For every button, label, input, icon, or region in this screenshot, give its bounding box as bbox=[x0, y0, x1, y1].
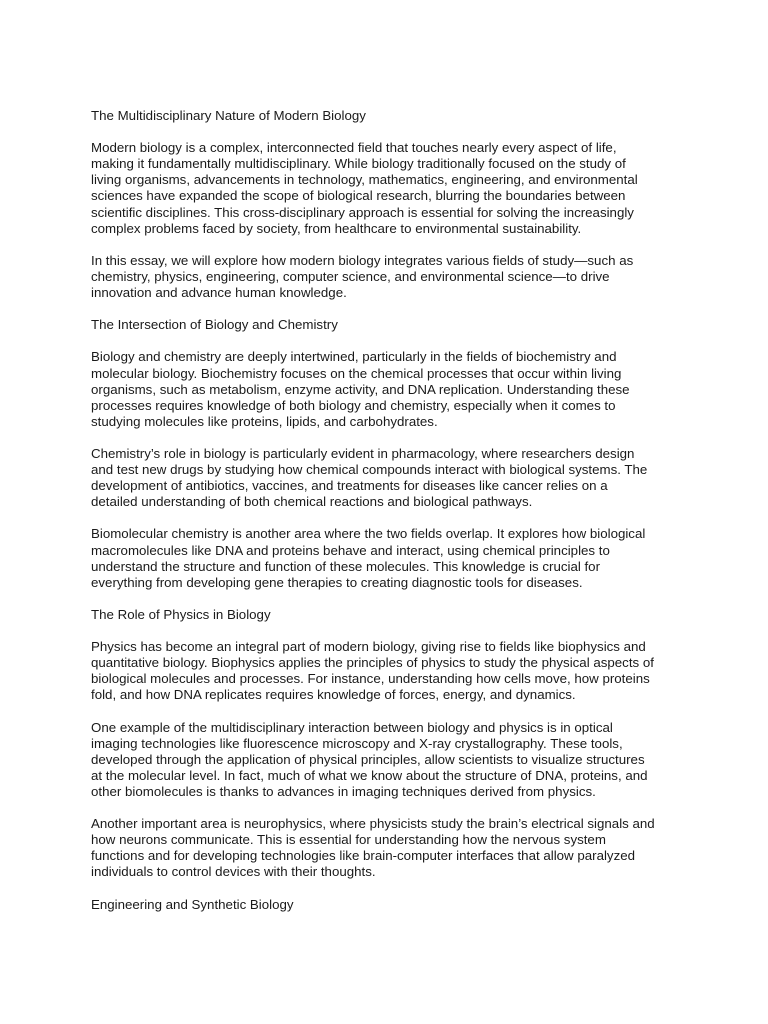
paragraph-biophysics bbox=[91, 639, 691, 703]
text-line: macromolecules like DNA and proteins behave and interact, using chemical principles to bbox=[91, 542, 610, 558]
text-line: individuals to control devices with their thoughts. bbox=[91, 864, 376, 880]
paragraph-intro bbox=[91, 140, 691, 237]
text-line: Chemistry’s role in biology is particularly evident in pharmacology, where researchers design bbox=[91, 445, 635, 461]
text-line: development of antibiotics, vaccines, and treatments for diseases like cancer relies on a bbox=[91, 478, 608, 494]
text-line: developed through the application of physical principles, allow scientists to visualize structures bbox=[91, 751, 645, 767]
heading-text: The Role of Physics in Biology bbox=[91, 606, 271, 622]
text-line: chemistry, physics, engineering, computer science, and environmental science—to drive bbox=[91, 268, 610, 284]
section-heading-engineering bbox=[91, 897, 691, 913]
paragraph-optical-imaging bbox=[91, 720, 691, 800]
text-line: processes requires knowledge of both biology and chemistry, especially when it comes to bbox=[91, 397, 616, 413]
text-line: understand the structure and function of these molecules. This knowledge is crucial for bbox=[91, 558, 601, 574]
document-body bbox=[91, 108, 691, 929]
text-line: Another important area is neurophysics, where physicists study the brain’s electrical signals and bbox=[91, 816, 655, 832]
paragraph-biomolecular-chemistry bbox=[91, 526, 691, 590]
text-line: One example of the multidisciplinary interaction between biology and physics is in optical bbox=[91, 719, 613, 735]
section-heading-physics bbox=[91, 607, 691, 623]
text-line: fold, and how DNA replicates requires knowledge of forces, energy, and dynamics. bbox=[91, 687, 576, 703]
text-line: quantitative biology. Biophysics applies the principles of physics to study the physical aspects of bbox=[91, 655, 654, 671]
paragraph-biochemistry bbox=[91, 349, 691, 429]
text-line: organisms, such as metabolism, enzyme activity, and DNA replication. Understanding these bbox=[91, 381, 630, 397]
heading-text: Engineering and Synthetic Biology bbox=[91, 896, 294, 912]
text-line: other biomolecules is thanks to advances in imaging techniques derived from physics. bbox=[91, 783, 596, 799]
text-line: scientific disciplines. This cross-disciplinary approach is essential for solving the increasingly bbox=[91, 204, 634, 220]
text-line: living organisms, advancements in technology, mathematics, engineering, and environmental bbox=[91, 172, 638, 188]
text-line: sciences have expanded the scope of biological research, blurring the boundaries between bbox=[91, 188, 626, 204]
text-line: innovation and advance human knowledge. bbox=[91, 285, 347, 301]
text-line: imaging technologies like fluorescence microscopy and X-ray crystallography. These tools, bbox=[91, 735, 623, 751]
text-line: biological molecules and processes. For instance, understanding how cells move, how proteins bbox=[91, 671, 650, 687]
text-line: detailed understanding of both chemical reactions and biological pathways. bbox=[91, 494, 533, 510]
text-line: and test new drugs by studying how chemical compounds interact with biological systems. The bbox=[91, 462, 648, 478]
text-line: studying molecules like proteins, lipids, and carbohydrates. bbox=[91, 413, 438, 429]
text-line: Biomolecular chemistry is another area where the two fields overlap. It explores how biological bbox=[91, 526, 646, 542]
section-heading-chemistry bbox=[91, 317, 691, 333]
text-line: Biology and chemistry are deeply intertwined, particularly in the fields of biochemistry and bbox=[91, 349, 617, 365]
heading-text: The Multidisciplinary Nature of Modern Biology bbox=[91, 108, 366, 123]
text-line: at the molecular level. In fact, much of what we know about the structure of DNA, proteins, and bbox=[91, 767, 648, 783]
text-line: functions and for developing technologies like brain-computer interfaces that allow paralyzed bbox=[91, 848, 636, 864]
text-line: everything from developing gene therapies to creating diagnostic tools for diseases. bbox=[91, 574, 583, 590]
paragraph-pharmacology bbox=[91, 446, 691, 510]
document-title bbox=[91, 108, 691, 124]
text-line: In this essay, we will explore how modern biology integrates various fields of study—such as bbox=[91, 252, 634, 268]
text-line: making it fundamentally multidisciplinary. While biology traditionally focused on the study of bbox=[91, 156, 626, 172]
heading-text: The Intersection of Biology and Chemistry bbox=[91, 317, 338, 333]
text-line: Physics has become an integral part of modern biology, giving rise to fields like biophysics and bbox=[91, 639, 646, 655]
text-line: how neurons communicate. This is essential for understanding how the nervous system bbox=[91, 832, 606, 848]
text-line: Modern biology is a complex, interconnected field that touches nearly every aspect of life, bbox=[91, 140, 617, 156]
paragraph-essay-scope bbox=[91, 253, 691, 301]
text-line: complex problems faced by society, from healthcare to environmental sustainability. bbox=[91, 220, 582, 236]
text-line: molecular biology. Biochemistry focuses on the chemical processes that occur within living bbox=[91, 365, 622, 381]
paragraph-neurophysics bbox=[91, 816, 691, 880]
